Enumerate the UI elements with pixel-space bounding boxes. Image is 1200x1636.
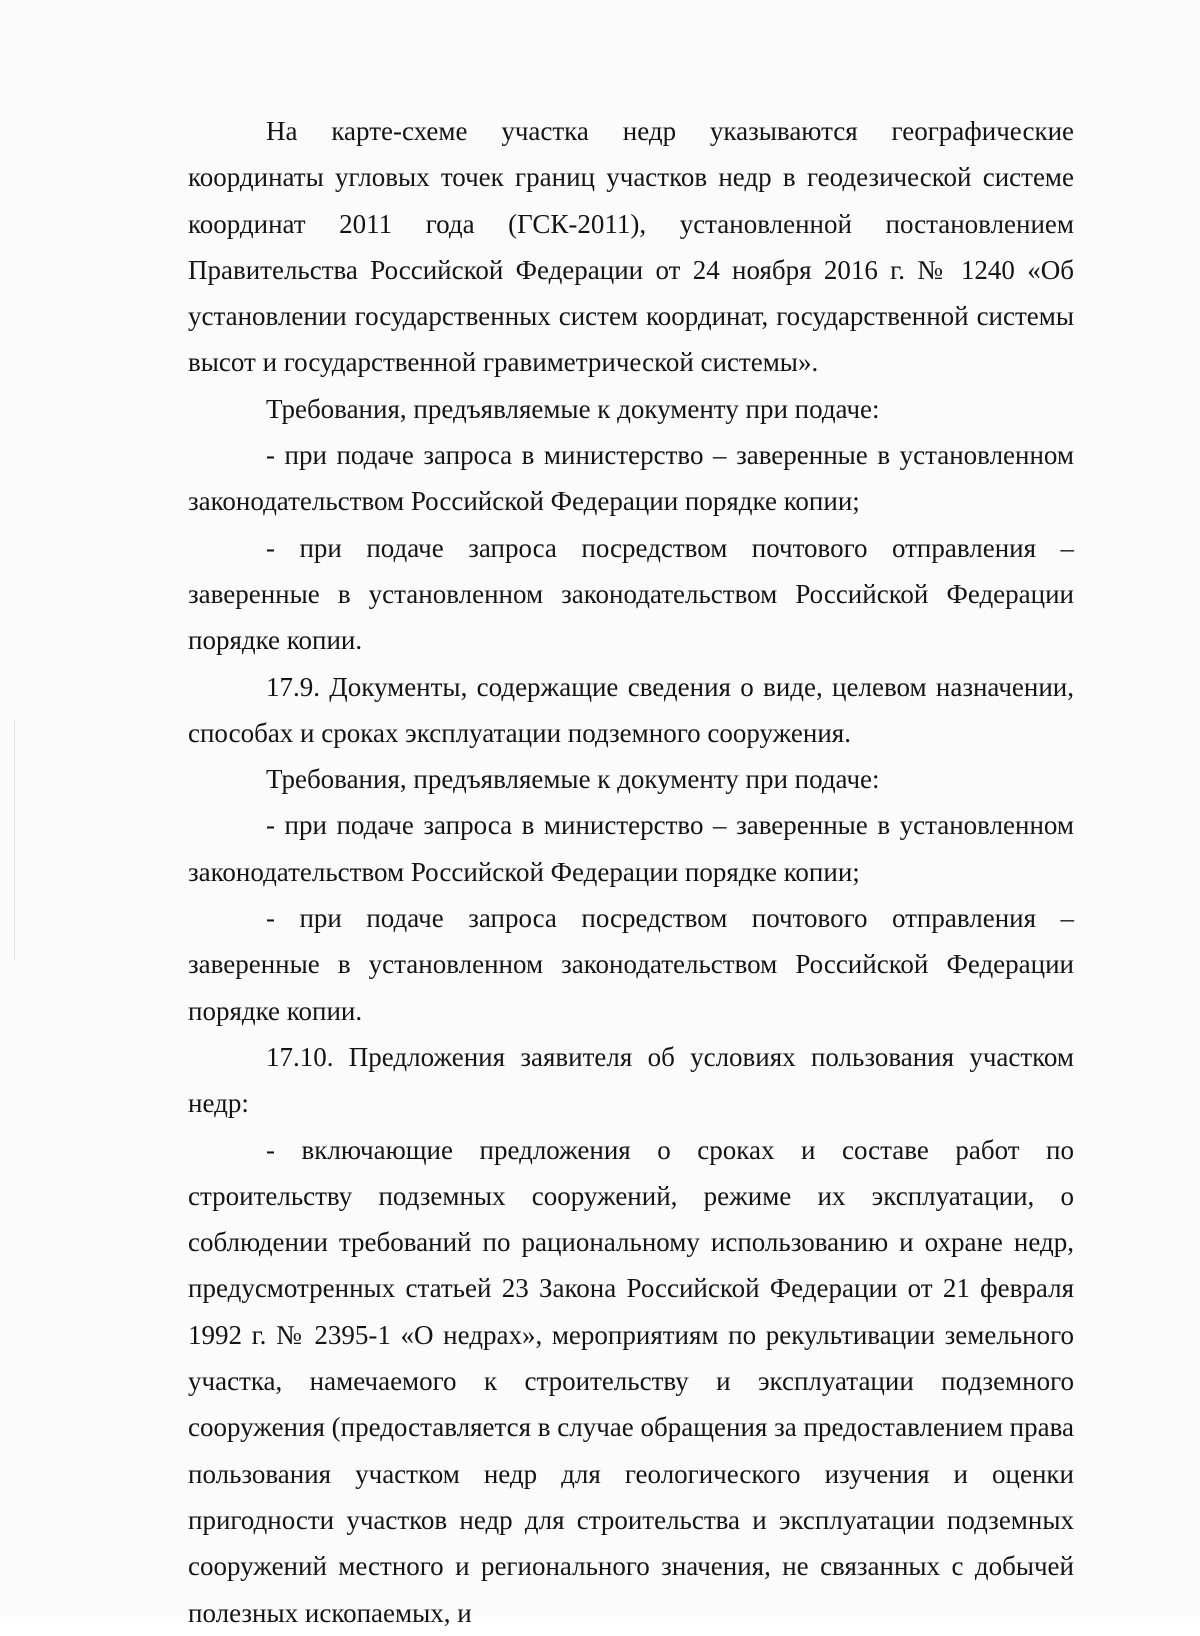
paragraph-requirement-mail-2: - при подаче запроса посредством почтового отправления – заверенные в установленном законодательством Российской Федерации порядке копии.: [188, 903, 1074, 1026]
paragraph-item-17-10: 17.10. Предложения заявителя об условиях пользования участком недр:: [188, 1041, 1074, 1119]
paragraph-coordinates: На карте-схеме участка недр указываются географические координаты угловых точек границ участков недр в геодезической системе координат 2011 года (ГСК-2011), установленной постановлением Правительства Российской Федерации от 24 ноября 2016 г. № 1240 «Об установлении государственных систем координат, государственной системы высот и государственной гравиметрической системы».: [188, 116, 1074, 378]
paragraph-item-17-9: 17.9. Документы, содержащие сведения о виде, целевом назначении, способах и сроках эксплуатации подземного сооружения.: [188, 671, 1074, 748]
paragraph-requirement-mail: - при подаче запроса посредством почтового отправления – заверенные в установленном законодательством Российской Федерации порядке копии.: [188, 532, 1074, 656]
paragraph-requirements-heading-2: Требования, предъявляемые к документу при подаче:: [266, 764, 880, 795]
paragraph-proposals: - включающие предложения о сроках и составе работ по строительству подземных сооружений, режиме их эксплуатации, о соблюдении требований по рациональному использованию и охране недр, предусмотренных статьей 23 Закона Российской Федерации от 21 февраля 1992 г. № 2395-1 «О недрах», мероприятиям по рекультивации земельного участка, намечаемого к строительству и эксплуатации подземного сооружения (предоставляется в случае обращения за предоставлением права пользования участком недр для геологического изучения и оценки пригодности участков недр для строительства и эксплуатации подземных сооружений местного и регионального значения, не связанных с добычей полезных ископаемых, и: [188, 1134, 1074, 1628]
paragraph-requirement-ministry-2: - при подаче запроса в министерство – заверенные в установленном законодательством Российской Федерации порядке копии;: [188, 810, 1074, 887]
paragraph-requirements-heading: Требования, предъявляемые к документу при подаче:: [266, 393, 880, 424]
document-body: [188, 108, 1074, 1636]
scan-edge-mark: [14, 720, 15, 960]
paragraph-requirement-ministry: - при подаче запроса в министерство – заверенные в установленном законодательством Российской Федерации порядке копии;: [188, 440, 1074, 517]
